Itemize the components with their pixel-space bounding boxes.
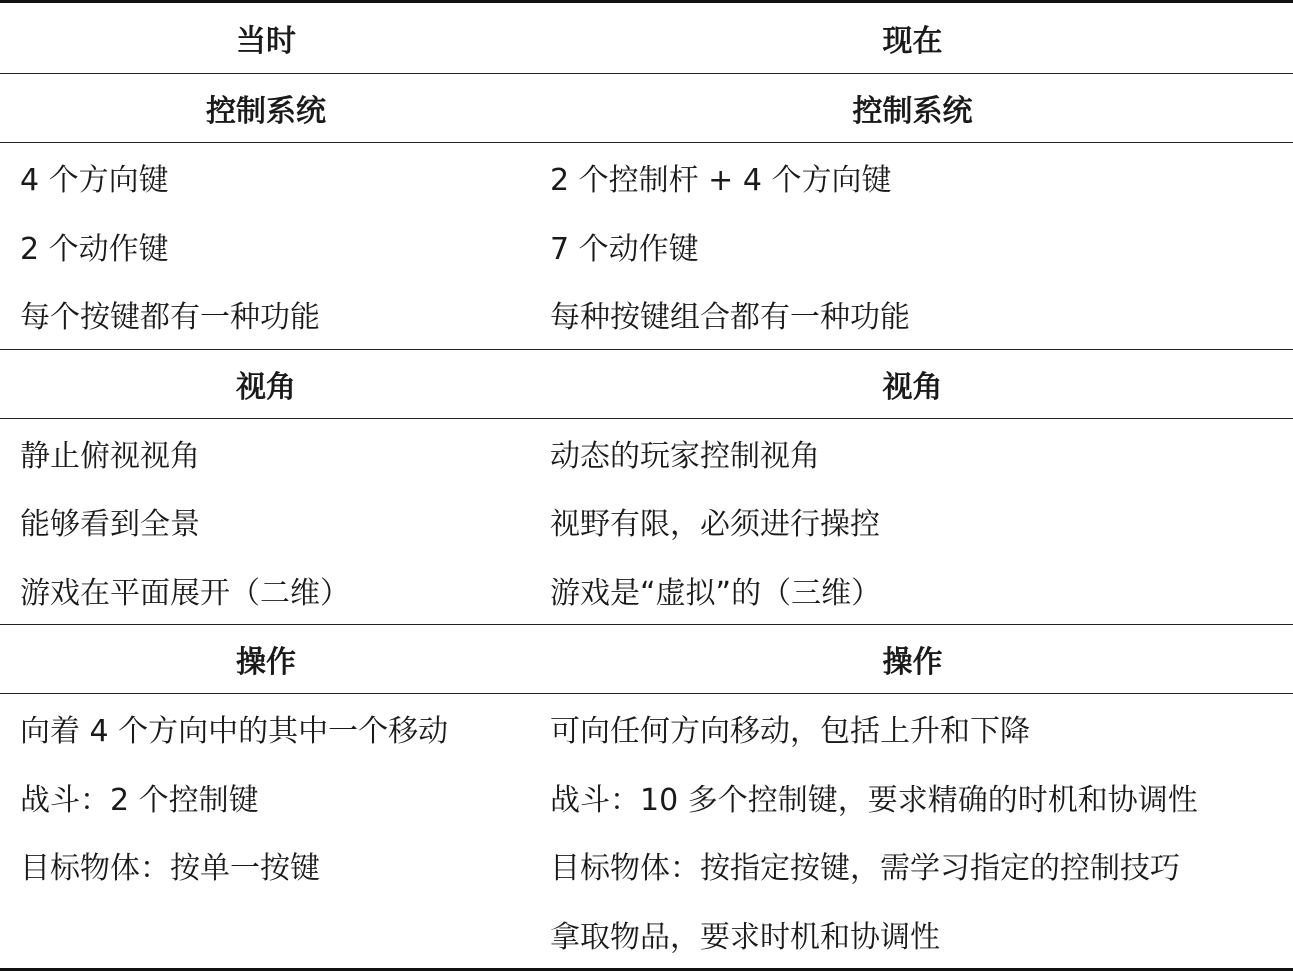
- table-row: [0, 556, 1293, 625]
- table-row: [0, 763, 1293, 832]
- cell-now: 游戏是“虚拟”的（三维）: [550, 575, 882, 611]
- table-row: [0, 212, 1293, 281]
- cell-now: 7 个动作键: [550, 231, 699, 267]
- section-title-left: 视角: [0, 349, 532, 418]
- table-row: [0, 143, 1293, 212]
- section-title-left: 操作: [0, 625, 532, 694]
- cell-now: 可向任何方向移动，包括上升和下降: [550, 714, 1030, 750]
- cell-then: 每个按键都有一种功能: [20, 300, 320, 336]
- cell-now: 视野有限，必须进行操控: [550, 507, 880, 543]
- header-row: [0, 2, 1293, 74]
- cell-then: 能够看到全景: [20, 507, 200, 543]
- table-row: [0, 487, 1293, 556]
- cell-then: 游戏在平面展开（二维）: [20, 575, 350, 611]
- section-title-right: 操作: [532, 625, 1293, 694]
- cell-now: 2 个控制杆 + 4 个方向键: [550, 163, 892, 199]
- cell-then: 目标物体：按单一按键: [20, 851, 320, 887]
- cell-now: 拿取物品，要求时机和协调性: [532, 900, 1293, 970]
- table-row: [0, 831, 1293, 900]
- cell-now: 战斗：10 多个控制键，要求精确的时机和协调性: [550, 782, 1198, 818]
- cell-then: 向着 4 个方向中的其中一个移动: [20, 714, 449, 750]
- table-row: [0, 900, 1293, 970]
- header-then: 当时: [0, 2, 532, 74]
- table-row: [0, 694, 1293, 763]
- cell-now: 每种按键组合都有一种功能: [550, 300, 910, 336]
- cell-then: [0, 900, 532, 970]
- section-title-left: 控制系统: [0, 74, 532, 143]
- header-now: 现在: [532, 2, 1293, 74]
- section-title-row: [0, 74, 1293, 143]
- table-row: [0, 280, 1293, 349]
- cell-now: 动态的玩家控制视角: [550, 438, 820, 474]
- section-title-right: 控制系统: [532, 74, 1293, 143]
- table-row: [0, 418, 1293, 487]
- section-title-row: [0, 349, 1293, 418]
- cell-then: 4 个方向键: [20, 163, 169, 199]
- cell-then: 静止俯视视角: [20, 438, 200, 474]
- cell-then: 2 个动作键: [20, 231, 169, 267]
- section-title-row: [0, 625, 1293, 694]
- cell-then: 战斗：2 个控制键: [20, 782, 259, 818]
- cell-now: 目标物体：按指定按键，需学习指定的控制技巧: [550, 851, 1180, 887]
- section-title-right: 视角: [532, 349, 1293, 418]
